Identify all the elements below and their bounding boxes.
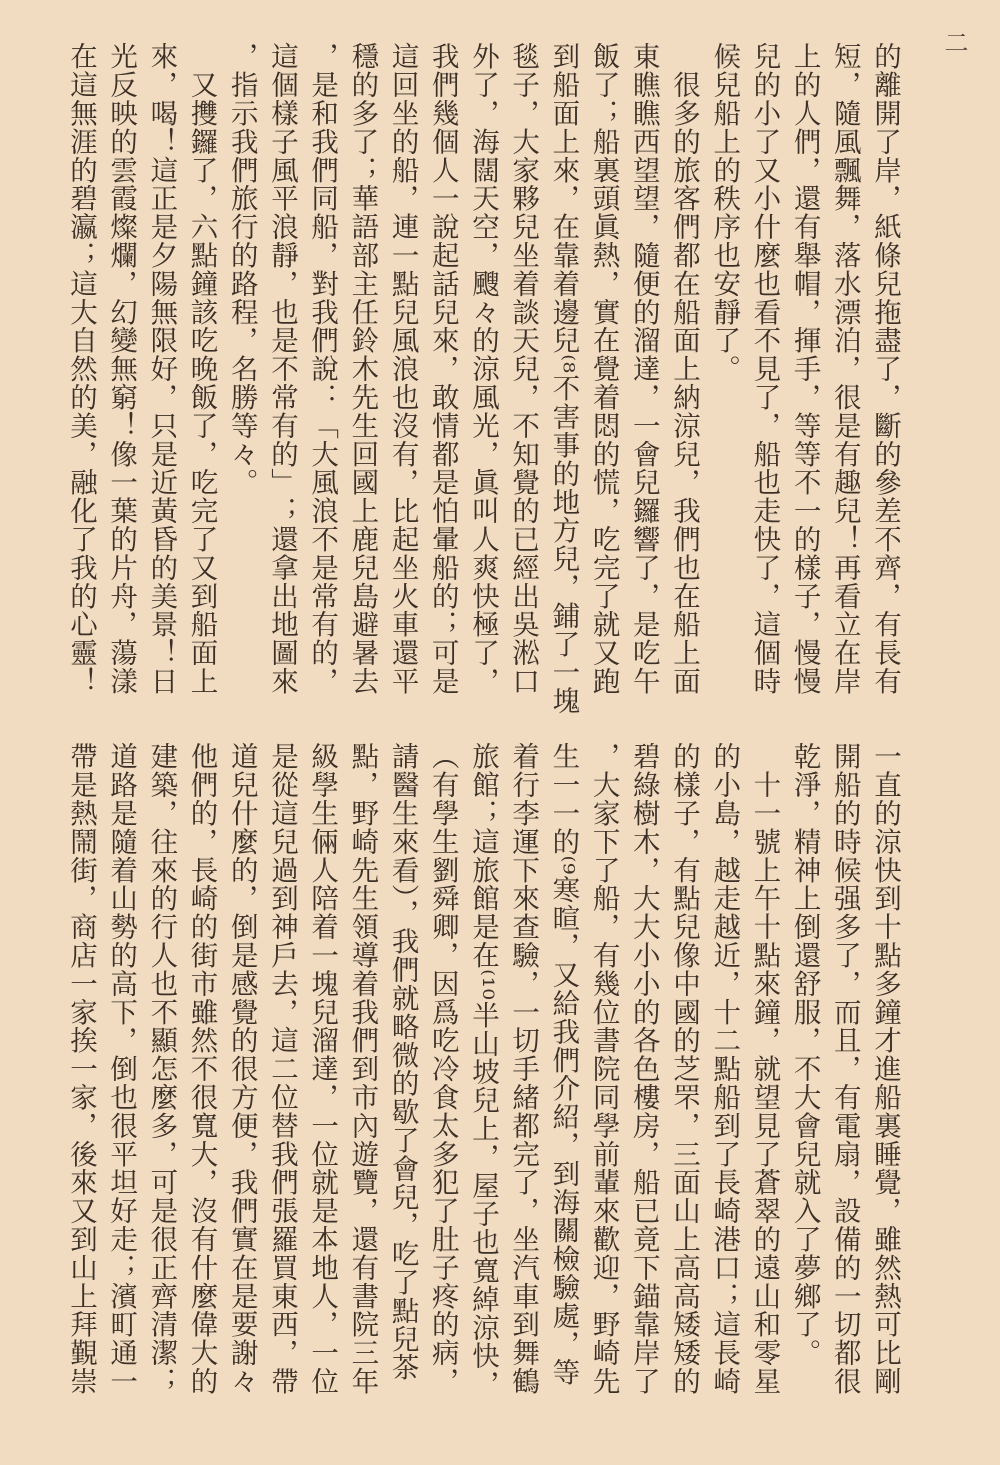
text-column: 旅館；這旅館是在⁽¹⁰半山坡兒上，屋子也寬綽涼快， bbox=[466, 742, 499, 1399]
text-column: 的樣子，有點兒像中國的芝罘，三面山上高高矮矮的 bbox=[667, 742, 700, 1396]
text-column: 兒的小了又小什麼也看不見了，船也走快了，這個時 bbox=[748, 42, 781, 696]
text-column: 碧綠樹木，大大小小的各色樓房，船已竟下錨靠岸了 bbox=[627, 742, 660, 1396]
text-column: 開船的時候强多了，而且，有電扇，設備的一切都很 bbox=[828, 742, 861, 1396]
text-column: 東瞧瞧西望望，隨便的溜達，一會兒鑼響了，是吃午 bbox=[627, 42, 660, 696]
text-column: 他們的，長崎的街市雖然不很寬大，沒有什麼偉大的 bbox=[185, 742, 218, 1396]
text-column: 請醫生來看），我們就略微的歇了會兒，吃了點兒茶 bbox=[386, 742, 419, 1382]
text-column: ，大家下了船，有幾位書院同學前輩來歡迎，野崎先 bbox=[587, 742, 620, 1396]
text-column: 我們幾個人一說起話兒來，敢情都是怕暈船的；可是 bbox=[426, 42, 459, 696]
text-column: 候兒船上的秩序也安靜了。 bbox=[708, 42, 741, 383]
text-column: 穩的多了；華語部主任鈴木先生回國上鹿兒島避暑去 bbox=[346, 42, 379, 696]
text-column: 短，隨風飄舞，落水漂泊，很是有趣兒！再看立在岸 bbox=[828, 42, 861, 696]
text-column: 一直的涼快到十點多鐘才進船裏睡覺，雖然熱可比剛 bbox=[869, 742, 901, 1396]
lower-text-block bbox=[60, 742, 905, 1432]
text-column: 建築，往來的行人也不顯怎麼多，可是很正齊清潔； bbox=[145, 742, 178, 1396]
text-column: 又㩳鑼了，六點鐘該吃晚飯了，吃完了又到船面上 bbox=[185, 42, 218, 696]
text-column: 道路是隨着山勢的高下，倒也很平坦好走；濱町通一 bbox=[105, 742, 138, 1396]
text-column: 到船面上來，在靠着邊兒⁽⁸不害事的地方兒，鋪了一塊 bbox=[547, 42, 580, 715]
text-column: 的小島，越走越近，十二點船到了長崎港口；這長崎 bbox=[708, 742, 741, 1396]
text-column: 是從這兒過到神戶去，這二位替我們張羅買東西，帶 bbox=[265, 742, 298, 1396]
page-number: 二 bbox=[940, 30, 968, 54]
text-column: （有學生劉舜卿，因爲吃冷食太多犯了肚子疼的病， bbox=[426, 742, 459, 1396]
text-column: 在這無涯的碧瀛；這大自然的美，融化了我的心靈！ bbox=[64, 42, 97, 696]
text-column: 乾淨，精神上倒還舒服，不大會兒就入了夢鄉了。 bbox=[788, 742, 821, 1367]
text-column: 光反映的雲霞燦爛，幻變無窮！像一葉的片舟，蕩漾 bbox=[105, 42, 138, 696]
text-column: ，指示我們旅行的路程，名勝等々。 bbox=[225, 42, 258, 497]
text-column: 的離開了岸，紙條兒拖盡了，斷的參差不齊，有長有 bbox=[869, 42, 901, 696]
text-column: 生一一的⁽⁹寒暄，又給我們介紹，到海關檢驗處，等 bbox=[547, 742, 580, 1387]
text-column: 毯子，大家夥兒坐着談天兒，不知覺的已經出吳淞口 bbox=[507, 42, 540, 696]
text-column: 着行李運下來查驗，一切手緒都完了，坐汽車到舞鶴 bbox=[507, 742, 540, 1396]
text-column: 帶是熱鬧街，商店一家挨一家，後來又到山上拜覲崇 bbox=[64, 742, 97, 1396]
text-column: 外了，海闊天空，颼々的涼風光，眞叫人爽快極了， bbox=[466, 42, 499, 696]
text-column: 級學生倆人陪着一塊兒溜達，一位就是本地人，一位 bbox=[306, 742, 339, 1396]
text-column: 道兒什麼的，倒是感覺的很方便，我們實在是要謝々 bbox=[225, 742, 258, 1396]
text-column: 上的人們，還有舉帽，揮手，等等不一的樣子，慢慢 bbox=[788, 42, 821, 696]
text-column: ，是和我們同船，對我們說：「大風浪不是常有的， bbox=[306, 42, 339, 696]
text-column: 點，野崎先生領導着我們到市內遊覽，還有書院三年 bbox=[346, 742, 379, 1396]
text-column: 這回坐的船，連一點兒風浪也沒有，比起坐火車還平 bbox=[386, 42, 419, 696]
text-column: 這個樣子風平浪靜，也是不常有的」；還拿出地圖來 bbox=[265, 42, 298, 696]
upper-text-block bbox=[60, 42, 905, 715]
text-column: 很多的旅客們都在船面上納涼兒，我們也在船上面 bbox=[667, 42, 700, 696]
text-column: 十一號上午十點來鐘，就望見了蒼翠的遠山和零星 bbox=[748, 742, 781, 1396]
text-column: 飯了；船裏頭眞熱，實在覺着悶的慌，吃完了就又跑 bbox=[587, 42, 620, 696]
text-column: 來，喝！這正是夕陽無限好，只是近黃昏的美景！日 bbox=[145, 42, 178, 696]
